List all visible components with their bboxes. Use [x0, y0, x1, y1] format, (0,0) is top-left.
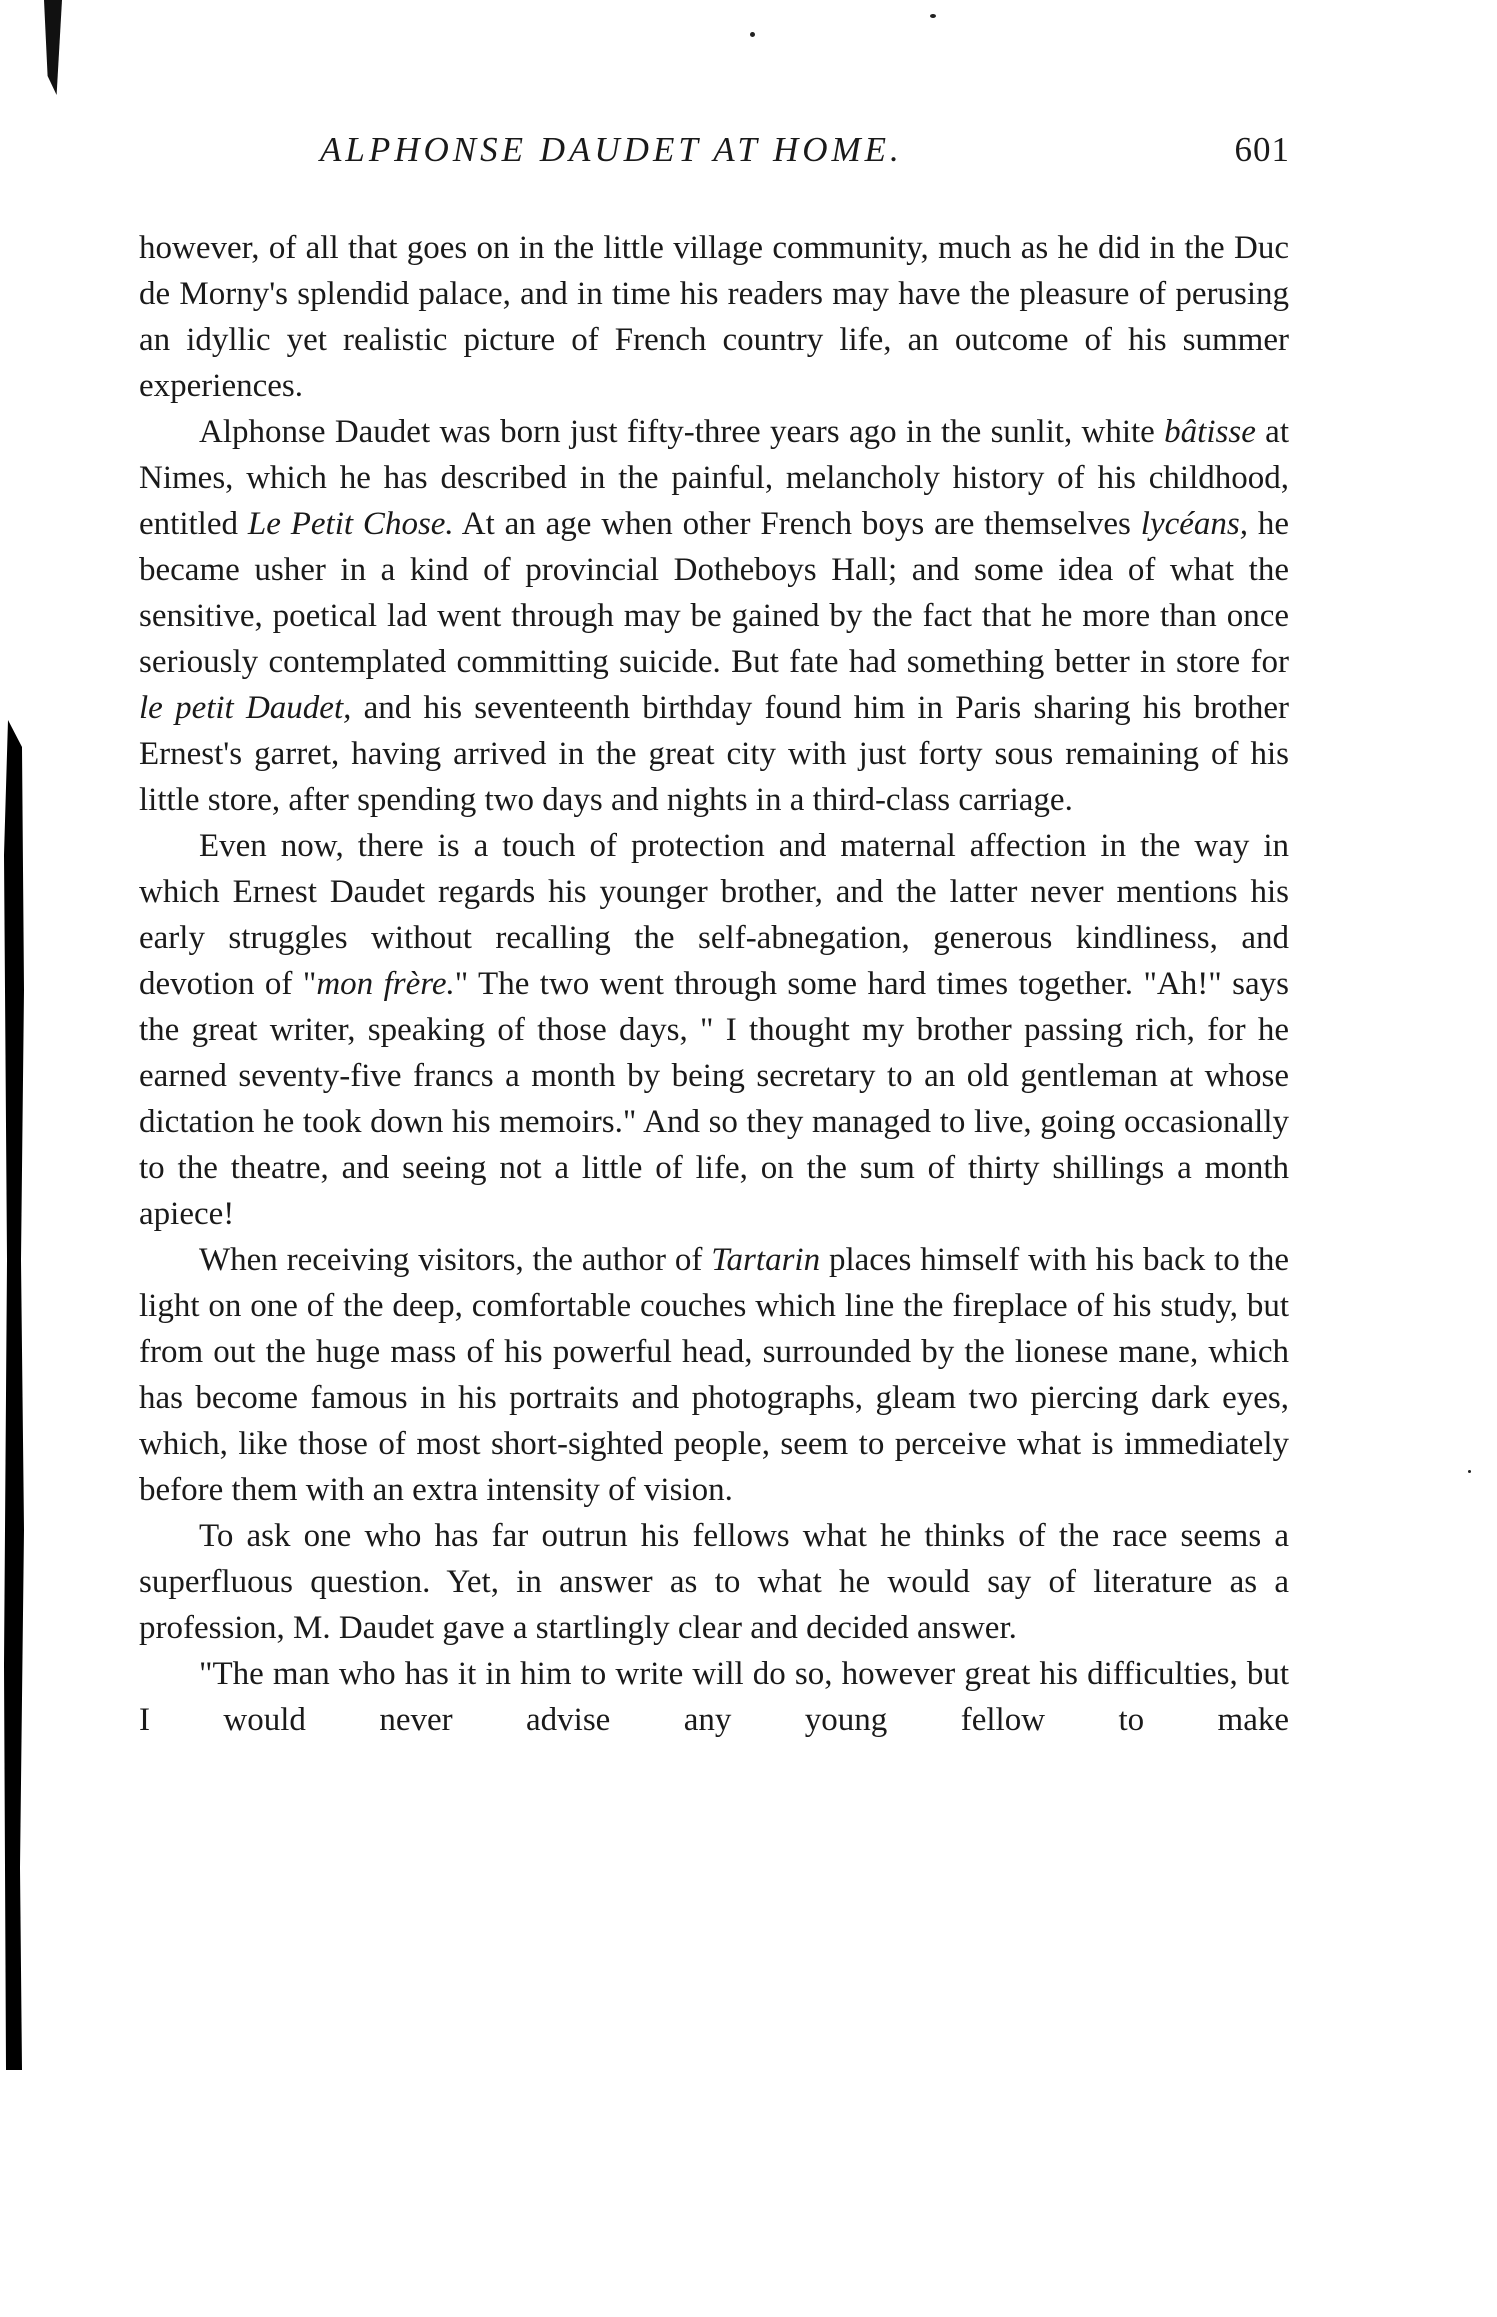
paragraph: "The man who has it in him to write will do so, however great his difficulties, but I would never advise any young fellow to make: [139, 1656, 1289, 1738]
text-run: at Nimes, which he has described in the painful, melancholy history of his childhood, entitled: [139, 414, 1289, 542]
scan-speck: [1468, 1470, 1471, 1473]
text-run: and his seventeenth birthday found him in Paris sharing his brother Ernest's garret, having arrived in the great city with just forty sous remaining of his little store, after spending two days and nights in a third-class carriage.: [139, 690, 1289, 818]
scan-binding-shadow: [4, 720, 24, 2070]
paragraph: [139, 823, 1289, 1237]
italic-title: Le Petit Chose.: [247, 506, 454, 542]
page-number: 601: [1234, 130, 1290, 169]
scan-artifact-mark: [44, 0, 62, 95]
italic-title: Tartarin: [711, 1242, 821, 1278]
text-run: When receiving visitors, the author of: [199, 1242, 712, 1278]
italic-term: bâtisse: [1164, 414, 1256, 450]
text-run: Alphonse Daudet was born just fifty-three years ago in the sunlit, white: [199, 414, 1165, 450]
page-header: [140, 130, 1290, 186]
italic-term: lycéans,: [1140, 506, 1248, 542]
scan-speck: [750, 32, 755, 37]
paragraph: To ask one who has far outrun his fellows what he thinks of the race seems a superfluous question. Yet, in answer as to what he would say of literature as a profession, M. Daudet gave a startlingly clear and decided answer.: [139, 1518, 1289, 1646]
text-run: places himself with his back to the light on one of the deep, comfortable couches which line the fireplace of his study, but from out the huge mass of his powerful head, surrounded by the lionese mane, which has become famous in his portraits and photographs, gleam two piercing dark eyes, which, like those of most short-sighted people, seem to perceive what is immediately before them with an extra intensity of vision.: [139, 1242, 1289, 1508]
italic-term: mon frère.: [316, 966, 455, 1002]
paragraph: [139, 409, 1289, 823]
text-run: At an age when other French boys are themselves: [453, 506, 1141, 542]
scan-speck: [930, 14, 936, 18]
text-run: he became usher in a kind of provincial Dotheboys Hall; and some idea of what the sensitive, poetical lad went through may be gained by the fact that he more than once seriously contemplated committing suicide. But fate had something better in store for: [139, 506, 1290, 680]
italic-term: le petit Daudet,: [139, 690, 352, 726]
text-run: Even now, there is a touch of protection and maternal affection in the way in which Ernest Daudet regards his younger brother, and the latter never mentions his early struggles without recalling the self-abnegation, generous kindliness, and devotion of ": [139, 828, 1289, 1002]
body-text: [139, 225, 1289, 1743]
paragraph-continued: however, of all that goes on in the little village community, much as he did in the Duc de Morny's splendid palace, and in time his readers may have the pleasure of perusing an idyllic yet realistic picture of French country life, an outcome of his summer experiences.: [139, 230, 1289, 404]
running-title: ALPHONSE DAUDET AT HOME.: [320, 130, 903, 169]
paragraph: [139, 1237, 1289, 1513]
text-run: " The two went through some hard times together. "Ah!" says the great writer, speaking of those days, " I thought my brother passing rich, for he earned seventy-five francs a month by being secretary to an old gentleman at whose dictation he took down his memoirs." And so they managed to live, going occasionally to the theatre, and seeing not a little of life, on the sum of thirty shillings a month apiece!: [139, 966, 1289, 1232]
